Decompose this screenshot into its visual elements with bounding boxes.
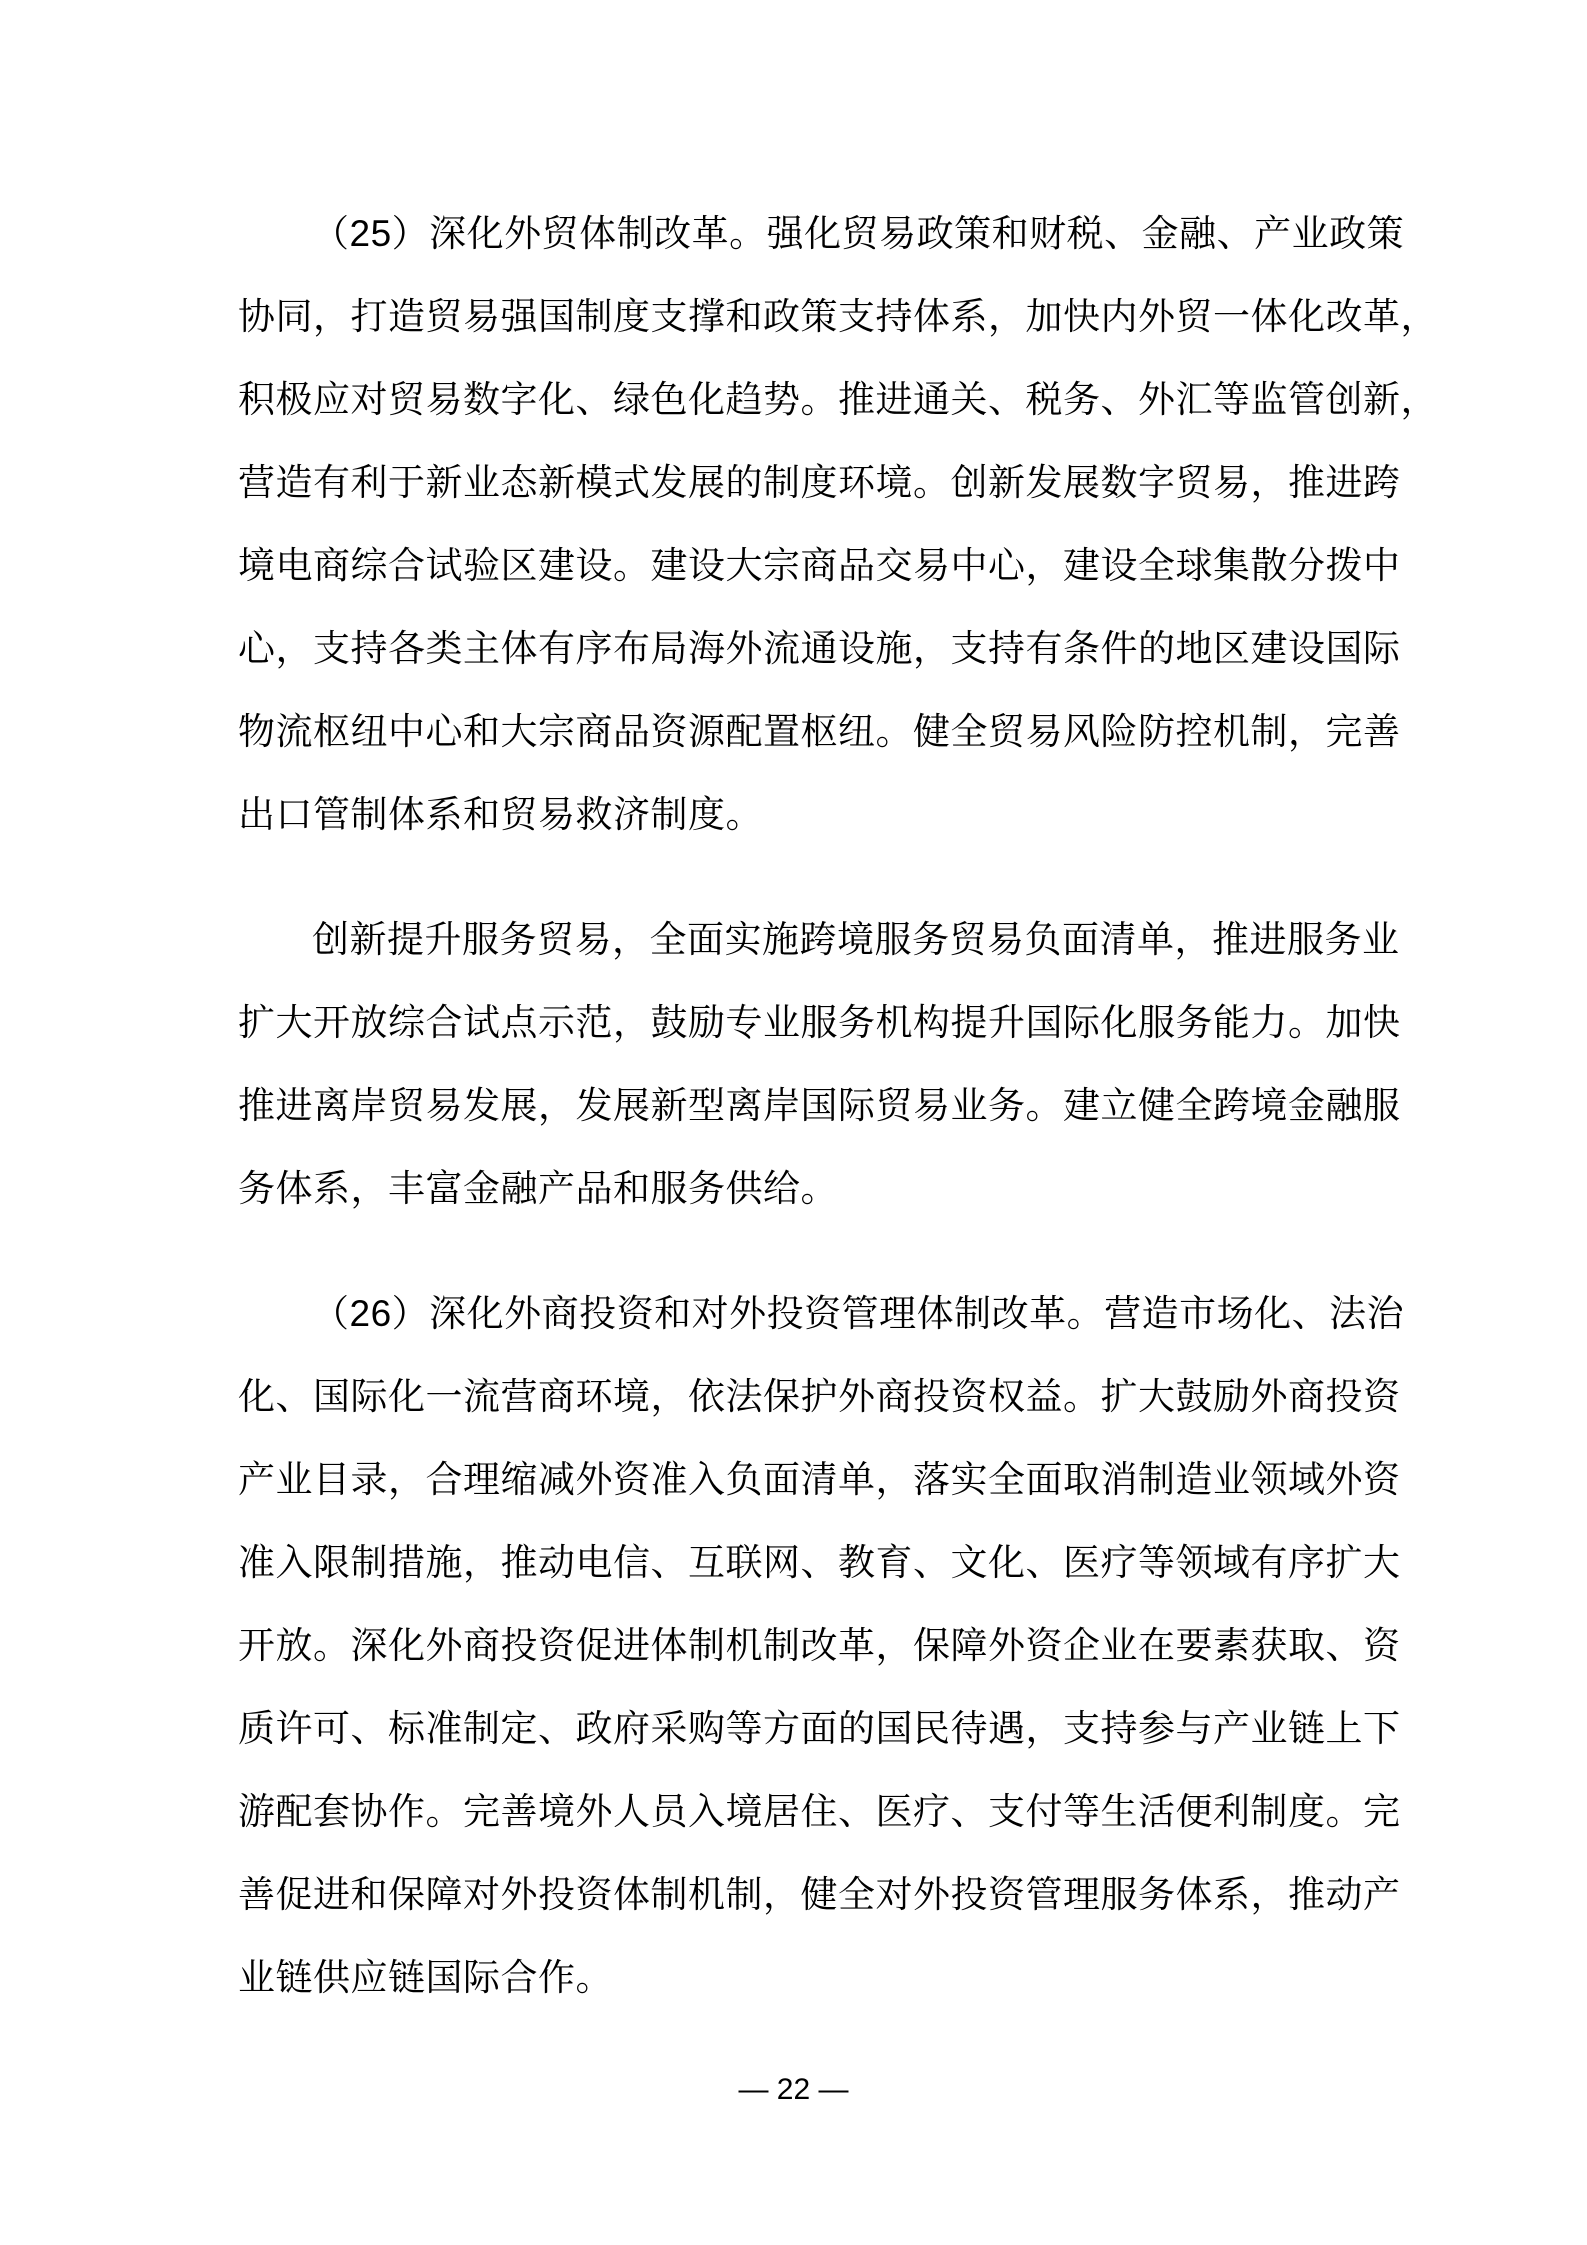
text-line: 游配套协作。完善境外人员入境居住、医疗、支付等生活便利制度。完 [238,1791,1401,1832]
text-line: 扩大开放综合试点示范，鼓励专业服务机构提升国际化服务能力。加快 [238,1002,1401,1043]
text-line: 协同，打造贸易强国制度支撑和政策支持体系，加快内外贸一体化改革， [238,296,1438,337]
text-line: 出口管制体系和贸易救济制度。 [238,794,763,835]
text-line: 推进离岸贸易发展，发展新型离岸国际贸易业务。建立健全跨境金融服 [238,1085,1401,1126]
page-number: — 22 — [738,2073,849,2106]
text-line: 营造有利于新业态新模式发展的制度环境。创新发展数字贸易，推进跨 [238,462,1401,503]
text-line: 产业目录，合理缩减外资准入负面清单，落实全面取消制造业领域外资 [238,1459,1401,1500]
text-line: 业链供应链国际合作。 [238,1957,613,1998]
text-line: （25）深化外贸体制改革。强化贸易政策和财税、金融、产业政策 [312,213,1405,254]
text-line: 物流枢纽中心和大宗商品资源配置枢纽。健全贸易风险防控机制，完善 [238,711,1401,752]
text-line: 化、国际化一流营商环境，依法保护外商投资权益。扩大鼓励外商投资 [238,1376,1401,1417]
text-line: （26）深化外商投资和对外投资管理体制改革。营造市场化、法治 [312,1293,1405,1334]
document-body [238,192,1438,2019]
text-line: 质许可、标准制定、政府采购等方面的国民待遇，支持参与产业链上下 [238,1708,1401,1749]
text-line: 心，支持各类主体有序布局海外流通设施，支持有条件的地区建设国际 [238,628,1401,669]
text-line: 善促进和保障对外投资体制机制，健全对外投资管理服务体系，推动产 [238,1874,1401,1915]
paragraph-service-trade-paragraph [238,898,1438,1230]
paragraph-clause-25-foreign-trade-reform [238,192,1438,856]
text-line: 务体系，丰富金融产品和服务供给。 [238,1168,838,1209]
text-line: 开放。深化外商投资促进体制机制改革，保障外资企业在要素获取、资 [238,1625,1401,1666]
text-line: 境电商综合试验区建设。建设大宗商品交易中心，建设全球集散分拨中 [238,545,1401,586]
text-line: 准入限制措施，推动电信、互联网、教育、文化、医疗等领域有序扩大 [238,1542,1401,1583]
paragraph-clause-26-foreign-investment-reform [238,1272,1438,2019]
text-line: 创新提升服务贸易，全面实施跨境服务贸易负面清单，推进服务业 [312,919,1400,960]
text-line: 积极应对贸易数字化、绿色化趋势。推进通关、税务、外汇等监管创新， [238,379,1438,420]
